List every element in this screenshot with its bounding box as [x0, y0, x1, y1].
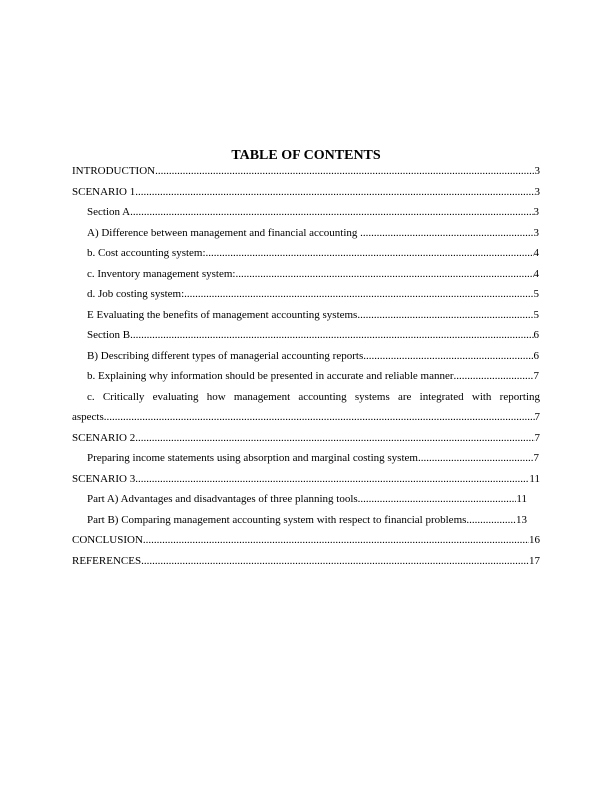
toc-page-number: 3	[533, 226, 539, 239]
toc-entry-comparing-management-accounting[interactable]	[72, 510, 540, 531]
toc-entry-text: B) Describing different types of managerial accounting reports	[87, 349, 364, 362]
toc-entry-inventory-management-system[interactable]	[72, 264, 540, 285]
toc-page-number: 3	[534, 185, 540, 198]
toc-leader-dots	[358, 489, 517, 510]
toc-leader-dots	[135, 428, 534, 449]
toc-leader-dots	[418, 448, 534, 469]
toc-entry-text: SCENARIO 1	[72, 185, 136, 198]
toc-entry-text: b. Cost accounting system:	[87, 247, 206, 259]
toc-title: TABLE OF CONTENTS	[231, 148, 381, 163]
toc-leader-dots	[235, 264, 533, 285]
toc-entry-section-a[interactable]	[72, 202, 540, 223]
toc-leader-dots	[141, 551, 529, 572]
toc-page-number: 5	[533, 308, 539, 321]
toc-page-number: 13	[516, 513, 527, 526]
toc-page-number: 4	[533, 247, 539, 259]
toc-entry-text: CONCLUSION	[72, 534, 143, 546]
toc-page-number: 17	[529, 554, 540, 567]
toc-leader-dots	[206, 243, 534, 264]
toc-leader-dots	[130, 325, 533, 346]
toc-leader-dots	[184, 284, 533, 305]
toc-entry-references[interactable]	[72, 551, 540, 572]
toc-page-number: 6	[533, 329, 539, 341]
toc-entry-text: c. Inventory management system:	[87, 267, 236, 280]
toc-leader-dots	[363, 346, 533, 367]
toc-leader-dots	[130, 202, 533, 223]
toc-entry-scenario-3[interactable]	[72, 469, 540, 490]
toc-entry-evaluating-benefits[interactable]	[72, 305, 540, 326]
toc-entry-text: b. Explaining why information should be presented in accurate and reliable manner	[87, 370, 454, 382]
toc-entry-section-b[interactable]	[72, 325, 540, 346]
toc-entry-difference-management-financial[interactable]	[72, 223, 540, 244]
toc-page-number: 16	[529, 534, 540, 546]
toc-entry-text: INTRODUCTION	[72, 165, 156, 177]
toc-entry-text: Part A) Advantages and disadvantages of three planning tools	[87, 493, 358, 505]
toc-page-number: 7	[534, 411, 540, 423]
toc-entry-text: Part B) Comparing management accounting system with respect to financial problems	[87, 513, 467, 526]
toc-entry-planning-tools[interactable]	[72, 489, 540, 510]
toc-page-number: 11	[529, 472, 540, 485]
toc-leader-dots	[143, 530, 529, 551]
toc-entry-critically-evaluating[interactable]	[72, 387, 540, 428]
toc-entry-introduction[interactable]	[72, 161, 540, 182]
toc-entry-text: SCENARIO 2	[72, 431, 136, 444]
toc-entry-text: Section A	[87, 206, 131, 218]
toc-leader-dots	[357, 305, 533, 326]
toc-entry-job-costing-system[interactable]	[72, 284, 540, 305]
toc-page-number: 11	[516, 493, 527, 505]
toc-page-number: 7	[533, 370, 539, 382]
toc-page-number: 5	[533, 288, 539, 300]
toc-entry-scenario-1[interactable]	[72, 182, 540, 203]
toc-entry-text: REFERENCES	[72, 554, 142, 567]
toc-entry-scenario-2[interactable]	[72, 428, 540, 449]
toc-entry-income-statements[interactable]	[72, 448, 540, 469]
toc-page-number: 3	[534, 165, 540, 177]
toc-leader-dots	[466, 510, 516, 531]
toc-entry-conclusion[interactable]	[72, 530, 540, 551]
toc-leader-dots	[360, 223, 533, 244]
toc-entry-text: SCENARIO 3	[72, 472, 136, 485]
toc-leader-dots	[135, 182, 534, 203]
toc-entry-text: E Evaluating the benefits of management accounting systems	[87, 308, 358, 321]
toc-page-number: 4	[533, 267, 539, 280]
toc-entry-managerial-reports[interactable]	[72, 346, 540, 367]
toc-page-number: 7	[534, 431, 540, 444]
toc-entry-text: A) Difference between management and financial accounting	[87, 226, 361, 239]
toc-entry-text-line1: c. Critically evaluating how management accounting systems are integrated with reporting	[87, 390, 540, 403]
toc-entry-text: d. Job costing system:	[87, 288, 185, 300]
toc-entry-text: Section B	[87, 329, 131, 341]
toc-list	[72, 161, 540, 571]
toc-entry-text: Preparing income statements using absorption and marginal costing system	[87, 452, 418, 464]
toc-entry-accurate-reliable[interactable]	[72, 366, 540, 387]
toc-leader-dots	[155, 161, 534, 182]
toc-page-number: 7	[533, 452, 539, 464]
toc-leader-dots	[454, 366, 534, 387]
toc-leader-dots	[135, 469, 529, 490]
toc-page-number: 6	[533, 349, 539, 362]
toc-leader-dots	[104, 407, 535, 428]
toc-entry-cost-accounting-system[interactable]	[72, 243, 540, 264]
toc-page-number: 3	[533, 206, 539, 218]
toc-entry-text: aspects	[72, 411, 104, 423]
